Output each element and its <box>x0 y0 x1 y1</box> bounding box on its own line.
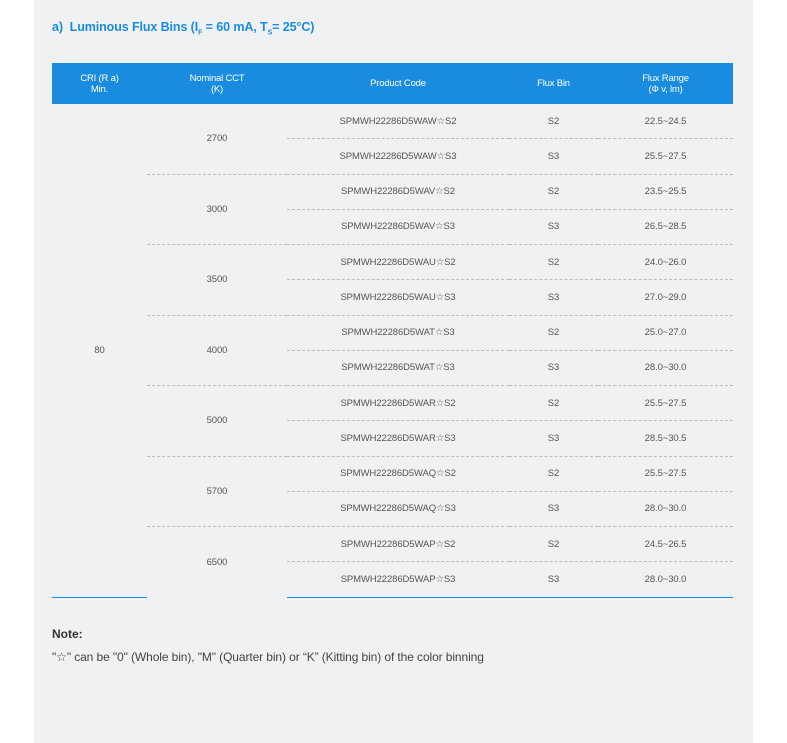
product-code-cell: SPMWH22286D5WAV☆S3 <box>287 209 509 244</box>
product-code-cell: SPMWH22286D5WAQ☆S2 <box>287 456 509 491</box>
header-range-line2: (Φ v, lm) <box>648 83 683 95</box>
product-code-cell: SPMWH22286D5WAW☆S3 <box>287 139 509 174</box>
flux-bin-cell: S3 <box>509 209 598 244</box>
flux-bin-cell: S3 <box>509 280 598 315</box>
header-cct-line1: Nominal CCT <box>189 72 245 84</box>
table-row <box>52 386 733 421</box>
flux-range-cell: 23.5~25.5 <box>598 174 733 209</box>
heading-sub-s: S <box>267 29 273 37</box>
flux-bin-cell: S2 <box>509 456 598 491</box>
header-cri-line1: CRI (R a) <box>80 72 119 84</box>
table-row <box>52 456 733 491</box>
flux-bin-cell: S2 <box>509 245 598 280</box>
flux-bin-cell: S2 <box>547 115 560 127</box>
flux-bin-cell: S3 <box>509 562 598 597</box>
product-code-cell: SPMWH22286D5WAU☆S3 <box>287 280 509 315</box>
cct-cell: 2700 <box>206 133 228 145</box>
heading-sub-f: F <box>198 29 203 37</box>
header-range-line1: Flux Range <box>642 72 689 84</box>
flux-bin-cell: S2 <box>509 174 598 209</box>
product-code-cell: SPMWH22286D5WAT☆S3 <box>287 315 509 350</box>
table-row <box>52 527 733 562</box>
flux-range-cell: 26.5~28.5 <box>598 209 733 244</box>
flux-bin-cell: S2 <box>509 386 598 421</box>
flux-bin-cell: S3 <box>509 421 598 456</box>
flux-range-cell: 27.0~29.0 <box>598 280 733 315</box>
flux-range-cell: 25.0~27.0 <box>598 315 733 350</box>
cct-cell: 3000 <box>147 174 287 245</box>
flux-bin-cell: S2 <box>509 527 598 562</box>
header-product-code: Product Code <box>287 63 509 104</box>
table-row <box>52 245 733 280</box>
product-code-cell: SPMWH22286D5WAT☆S3 <box>287 350 509 385</box>
header-cct-line2: (K) <box>210 83 224 95</box>
table-row <box>52 315 733 350</box>
header-flux-bin: Flux Bin <box>509 63 598 104</box>
heading-prefix: a) Luminous Flux Bins (I <box>52 20 199 34</box>
header-cri-line2: Min. <box>90 83 109 95</box>
table-header-row <box>52 63 733 104</box>
product-code-cell: SPMWH22286D5WAQ☆S3 <box>287 491 509 526</box>
flux-bin-table <box>52 63 733 598</box>
product-code-cell: SPMWH22286D5WAP☆S3 <box>287 562 509 597</box>
flux-bin-cell: S3 <box>509 350 598 385</box>
flux-range-cell: 28.0~30.0 <box>598 350 733 385</box>
flux-range-cell: 28.5~30.5 <box>598 421 733 456</box>
cct-cell: 4000 <box>147 315 287 386</box>
cct-cell: 6500 <box>147 527 287 598</box>
heading-mid: = 60 mA, T <box>202 20 268 34</box>
flux-range-cell: 24.5~26.5 <box>598 527 733 562</box>
table-row <box>52 104 733 139</box>
note-title: Note: <box>52 627 83 641</box>
cri-value-cell: 80 <box>52 104 147 597</box>
product-code-cell: SPMWH22286D5WAP☆S2 <box>287 527 509 562</box>
flux-bin-cell: S2 <box>509 315 598 350</box>
header-cri <box>52 63 147 104</box>
product-code-cell: SPMWH22286D5WAV☆S2 <box>287 174 509 209</box>
cct-cell: 3500 <box>147 245 287 316</box>
product-code-cell: SPMWH22286D5WAW☆S2 <box>339 115 457 127</box>
flux-range-cell: 25.5~27.5 <box>598 386 733 421</box>
flux-range-cell: 25.5~27.5 <box>598 139 733 174</box>
flux-range-cell: 28.0~30.0 <box>598 491 733 526</box>
product-code-cell: SPMWH22286D5WAU☆S2 <box>287 245 509 280</box>
table-row <box>52 174 733 209</box>
flux-range-cell: 28.0~30.0 <box>598 562 733 597</box>
section-heading <box>52 20 314 37</box>
header-flux-range <box>598 63 733 104</box>
flux-bin-cell: S3 <box>509 491 598 526</box>
cct-cell: 5700 <box>147 456 287 527</box>
product-code-cell: SPMWH22286D5WAR☆S2 <box>287 386 509 421</box>
cct-cell: 5000 <box>147 386 287 457</box>
flux-range-cell: 25.5~27.5 <box>598 456 733 491</box>
flux-range-cell: 22.5~24.5 <box>644 115 687 127</box>
note-text: "☆" can be "0" (Whole bin), "M" (Quarter bin) or “K” (Kitting bin) of the color binning <box>52 650 484 664</box>
heading-suffix: = 25°C) <box>272 20 315 34</box>
flux-bin-cell: S3 <box>509 139 598 174</box>
header-cct <box>147 63 287 104</box>
table-body <box>52 104 733 597</box>
product-code-cell: SPMWH22286D5WAR☆S3 <box>287 421 509 456</box>
flux-range-cell: 24.0~26.0 <box>598 245 733 280</box>
